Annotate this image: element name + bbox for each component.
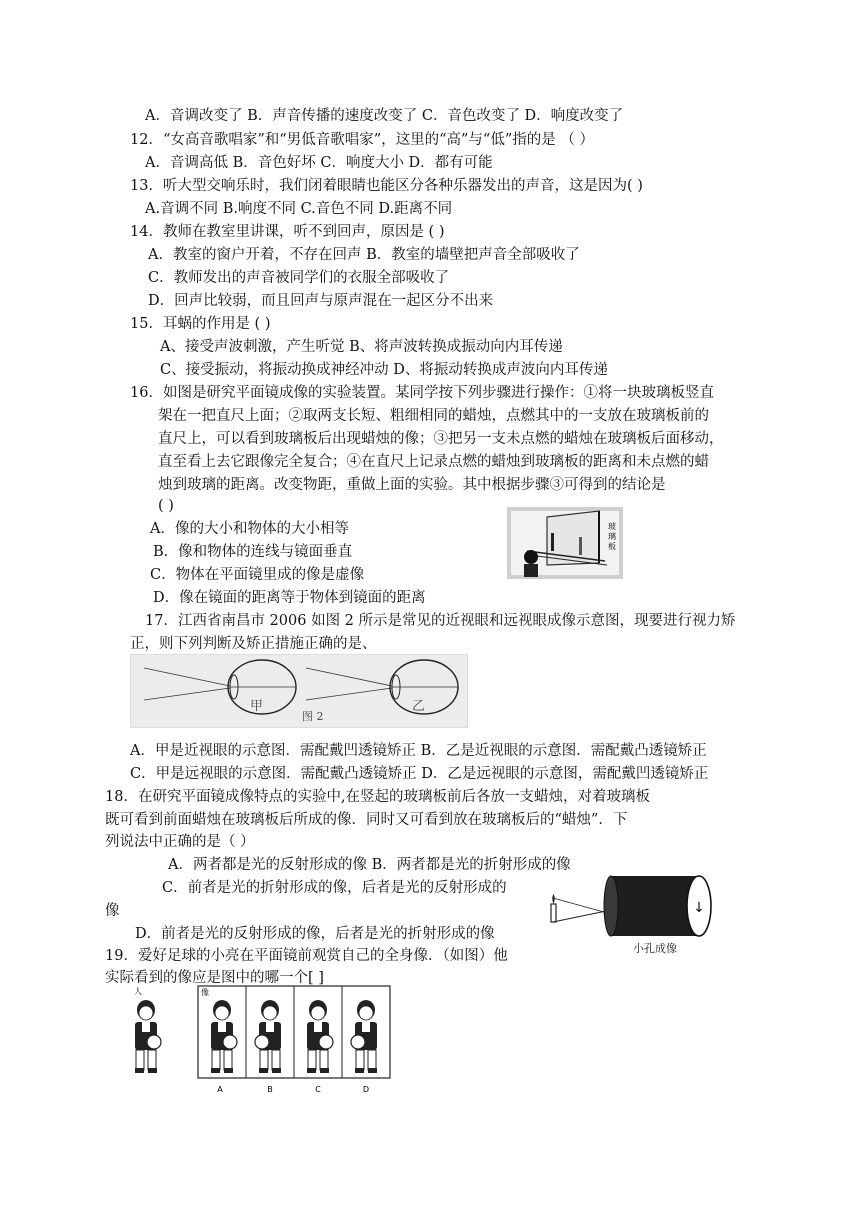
- q15-stem: 15．耳蜗的作用是 ( ): [130, 316, 271, 332]
- q19-stem-2: 实际看到的像应是图中的哪一个[ ]: [105, 970, 324, 986]
- option-c-label: C: [315, 1085, 321, 1094]
- q19-stem-1: 19．爱好足球的小亮在平面镜前观赏自己的全身像．（如图）他: [105, 948, 508, 964]
- q16-option-d: D．像在镜面的距离等于物体到镜面的距离: [153, 590, 426, 606]
- glass-plate-label: 玻璃板: [608, 522, 616, 551]
- q14-option-c: C．教师发出的声音被同学们的衣服全部吸收了: [148, 270, 450, 286]
- q16-blank: ( ): [158, 498, 174, 514]
- q16-stem-4: 直至看上去它跟像完全复合；④在直尺上记录点燃的蜡烛到玻璃板的距离和未点燃的蜡: [158, 454, 709, 470]
- q17-stem-1: 17．江西省南昌市 2006 如图 2 所示是常见的近视眼和远视眼成像示意图，现要进行视力矫: [145, 613, 736, 629]
- q14-option-d: D．回声比较弱，而且回声与原声混在一起区分不出来: [148, 293, 494, 309]
- pinhole-caption: 小孔成像: [633, 942, 677, 955]
- q11-options: A．音调改变了 B．声音传播的速度改变了 C．音色改变了 D．响度改变了: [145, 108, 624, 124]
- q14-stem: 14．教师在教室里讲课，听不到回声，原因是 ( ): [130, 224, 445, 240]
- q16-stem-5: 烛到玻璃的距离。改变物距，重做上面的实验。其中根据步骤③可得到的结论是: [158, 477, 666, 493]
- option-a-label: A: [217, 1085, 223, 1094]
- mirror-image-options-figure: [128, 984, 392, 1096]
- q12-stem: 12．“女高音歌唱家”和“男低音歌唱家”，这里的“高”与“低”指的是 （ ）: [130, 132, 594, 148]
- q15-option-cd: C、接受振动，将振动换成神经冲动 D、将振动转换成声波向内耳传递: [160, 362, 608, 378]
- q17-option-ab: A．甲是近视眼的示意图．需配戴凹透镜矫正 B．乙是近视眼的示意图．需配戴凸透镜矫正: [130, 743, 707, 759]
- eye-diagram-figure: [130, 654, 468, 728]
- q18-stem-3: 列说法中正确的是（ ）: [105, 834, 255, 850]
- q16-stem-3: 直尺上，可以看到玻璃板后出现蜡烛的像；③把另一支未点燃的蜡烛在玻璃板后面移动，: [158, 431, 724, 447]
- mirror-experiment-figure: [507, 507, 623, 579]
- figure-2-caption: 图 2: [302, 710, 324, 723]
- yi-label: 乙: [412, 699, 426, 714]
- pinhole-camera-figure: [545, 862, 725, 958]
- q14-option-ab: A．教室的窗户开着，不存在回声 B．教室的墙壁把声音全部吸收了: [148, 247, 580, 263]
- q18-stem-1: 18．在研究平面镜成像特点的实验中,在竖起的玻璃板前后各放一支蜡烛，对着玻璃板: [105, 789, 651, 805]
- option-d-label: D: [362, 1085, 370, 1094]
- q17-stem-2: 正，则下列判断及矫正措施正确的是、: [130, 636, 377, 652]
- option-b-label: B: [267, 1085, 273, 1094]
- q16-stem-2: 架在一把直尺上面；②取两支长短、粗细相同的蜡烛，点燃其中的一支放在玻璃板前的: [158, 408, 709, 424]
- q18-option-d: D．前者是光的反射形成的像，后者是光的折射形成的像: [135, 926, 495, 942]
- q13-stem: 13．听大型交响乐时，我们闭着眼睛也能区分各种乐器发出的声音，这是因为( ): [130, 178, 643, 194]
- person-label: 人: [134, 987, 142, 996]
- q18-option-c: C．前者是光的折射形成的像，后者是光的反射形成的: [162, 880, 507, 896]
- q18-option-ab: A．两者都是光的反射形成的像 B．两者都是光的折射形成的像: [168, 857, 571, 873]
- q15-option-ab: A、接受声波刺激，产生听觉 B、将声波转换成振动向内耳传递: [160, 339, 563, 355]
- jia-label: 甲: [250, 699, 264, 714]
- svg-text:↓: ↓: [693, 900, 705, 916]
- image-label: 像: [201, 988, 209, 997]
- q16-stem-1: 16．如图是研究平面镜成像的实验装置。某同学按下列步骤进行操作：①将一块玻璃板竖直: [130, 385, 714, 401]
- q16-option-a: A．像的大小和物体的大小相等: [150, 521, 349, 537]
- q16-option-b: B．像和物体的连线与镜面垂直: [153, 544, 353, 560]
- q13-options: A.音调不同 B.响度不同 C.音色不同 D.距离不同: [145, 201, 453, 217]
- q18-stem-2: 既可看到前面蜡烛在玻璃板后所成的像．同时又可看到放在玻璃板后的“蜡烛”．下: [105, 812, 628, 828]
- q17-option-cd: C．甲是远视眼的示意图．需配戴凸透镜矫正 D．乙是远视眼的示意图，需配戴凹透镜矫正: [130, 766, 709, 782]
- q16-option-c: C．物体在平面镜里成的像是虚像: [150, 567, 365, 583]
- q18-option-c-cont: 像: [105, 903, 120, 919]
- q12-options: A．音调高低 B．音色好坏 C．响度大小 D．都有可能: [145, 155, 493, 171]
